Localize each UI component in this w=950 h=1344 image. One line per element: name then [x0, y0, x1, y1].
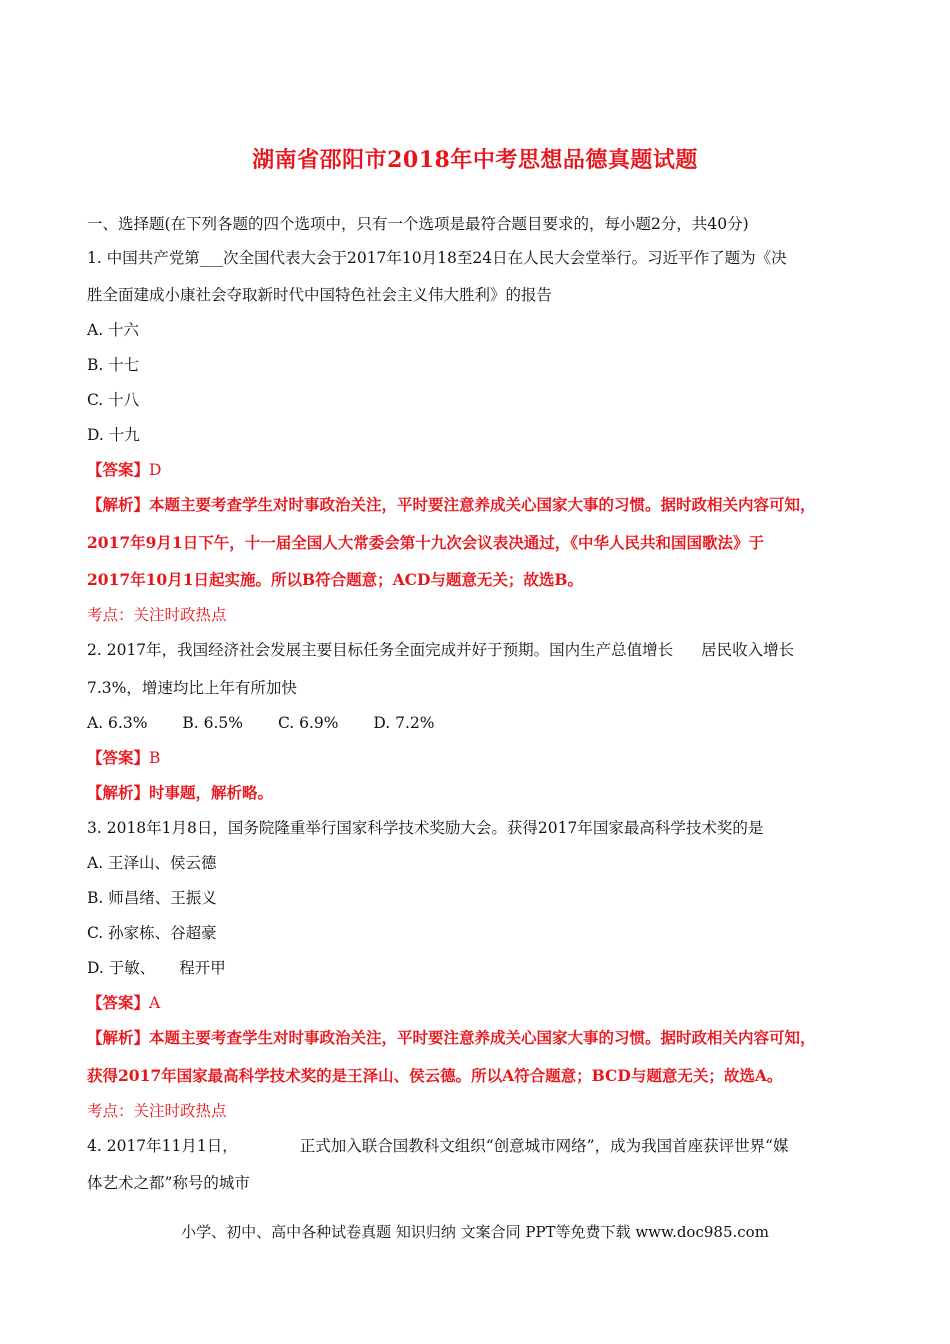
analysis-text: 本题主要考查学生对时事政治关注，平时要注意养成关心国家大事的习惯。据时政相关内容可知， — [149, 1028, 816, 1047]
analysis-label: 【解析】 — [87, 495, 150, 514]
q3-knowledge-point: 考点：关注时政热点 — [87, 1102, 227, 1120]
q3-stem-line1: 3. 2018年1月8日，国务院隆重举行国家科学技术奖励大会。获得2017年国家最高科学技术奖的是 — [87, 819, 764, 837]
section-heading: 一、选择题(在下列各题的四个选项中，只有一个选项是最符合题目要求的，每小题2分，共40分) — [87, 215, 749, 233]
q1-analysis-line1 — [87, 495, 816, 515]
q1-analysis-line2: 2017年9月1日下午，十一届全国人大常委会第十九次会议表决通过，《中华人民共和国国歌法》于 — [87, 533, 764, 552]
analysis-label: 【解析】 — [87, 1028, 150, 1047]
q2-options — [87, 713, 465, 733]
analysis-text: 本题主要考查学生对时事政治关注，平时要注意养成关心国家大事的习惯。据时政相关内容可知， — [149, 495, 816, 514]
q1-option-c: C. 十八 — [87, 391, 140, 409]
q2-option-d: D. 7.2% — [373, 714, 435, 732]
q2-option-b: B. 6.5% — [182, 714, 243, 732]
answer-label: 【答案】 — [87, 748, 150, 767]
q3-analysis-line2: 获得2017年国家最高科学技术奖的是王泽山、侯云德。所以A符合题意；BCD与题意无关；故选A。 — [87, 1066, 783, 1085]
q2-option-a: A. 6.3% — [87, 714, 148, 732]
q3-analysis-line1 — [87, 1028, 816, 1048]
q3-option-a: A. 王泽山、侯云德 — [87, 854, 217, 872]
analysis-text: 时事题，解析略。 — [149, 783, 274, 802]
q1-analysis-line3: 2017年10月1日起实施。所以B符合题意；ACD与题意无关；故选B。 — [87, 570, 584, 589]
q1-stem-line1: 1. 中国共产党第___次全国代表大会于2017年10月18至24日在人民大会堂举行。习近平作了题为《决 — [87, 249, 787, 267]
q2-option-c: C. 6.9% — [277, 714, 339, 732]
q1-option-d: D. 十九 — [87, 426, 140, 444]
q3-option-c: C. 孙家栋、谷超豪 — [87, 924, 217, 942]
q1-option-b: B. 十七 — [87, 356, 140, 374]
q3-option-b: B. 师昌绪、王振义 — [87, 889, 217, 907]
q3-answer — [87, 993, 160, 1013]
answer-value: D — [149, 461, 162, 479]
q2-stem-line2: 7.3%，增速均比上年有所加快 — [87, 679, 297, 697]
analysis-label: 【解析】 — [87, 783, 150, 802]
q2-stem-part2: 居民收入增长 — [701, 641, 795, 659]
answer-value: B — [149, 749, 161, 767]
q4-stem-line1 — [87, 1136, 789, 1156]
answer-label: 【答案】 — [87, 460, 150, 479]
q2-stem-part1: 2. 2017年，我国经济社会发展主要目标任务全面完成并好于预期。国内生产总值增长 — [87, 641, 674, 659]
answer-label: 【答案】 — [87, 993, 150, 1012]
q3-option-d-part2: 程开甲 — [179, 959, 226, 977]
q1-knowledge-point: 考点：关注时政热点 — [87, 606, 227, 624]
q2-stem-line1 — [87, 640, 794, 660]
q2-analysis-line1 — [87, 783, 273, 803]
q1-option-a: A. 十六 — [87, 321, 140, 339]
q4-stem-part1: 4. 2017年11月1日， — [87, 1137, 238, 1155]
q4-stem-line2: 体艺术之都”称号的城市 — [87, 1174, 250, 1192]
q3-option-d-part1: D. 于敏、 — [87, 959, 156, 977]
q3-option-d — [87, 958, 226, 978]
answer-value: A — [149, 994, 161, 1012]
page-footer: 小学、初中、高中各种试卷真题 知识归纳 文案合同 PPT等免费下载 www.doc985.com — [181, 1223, 769, 1241]
q2-answer — [87, 748, 160, 768]
document-title: 湖南省邵阳市2018年中考思想品德真题试题 — [252, 147, 698, 173]
q1-answer — [87, 460, 161, 480]
q4-stem-part2: 正式加入联合国教科文组织“创意城市网络”，成为我国首座获评世界“媒 — [299, 1137, 789, 1155]
q1-stem-line2: 胜全面建成小康社会夺取新时代中国特色社会主义伟大胜利》的报告 — [87, 286, 553, 304]
